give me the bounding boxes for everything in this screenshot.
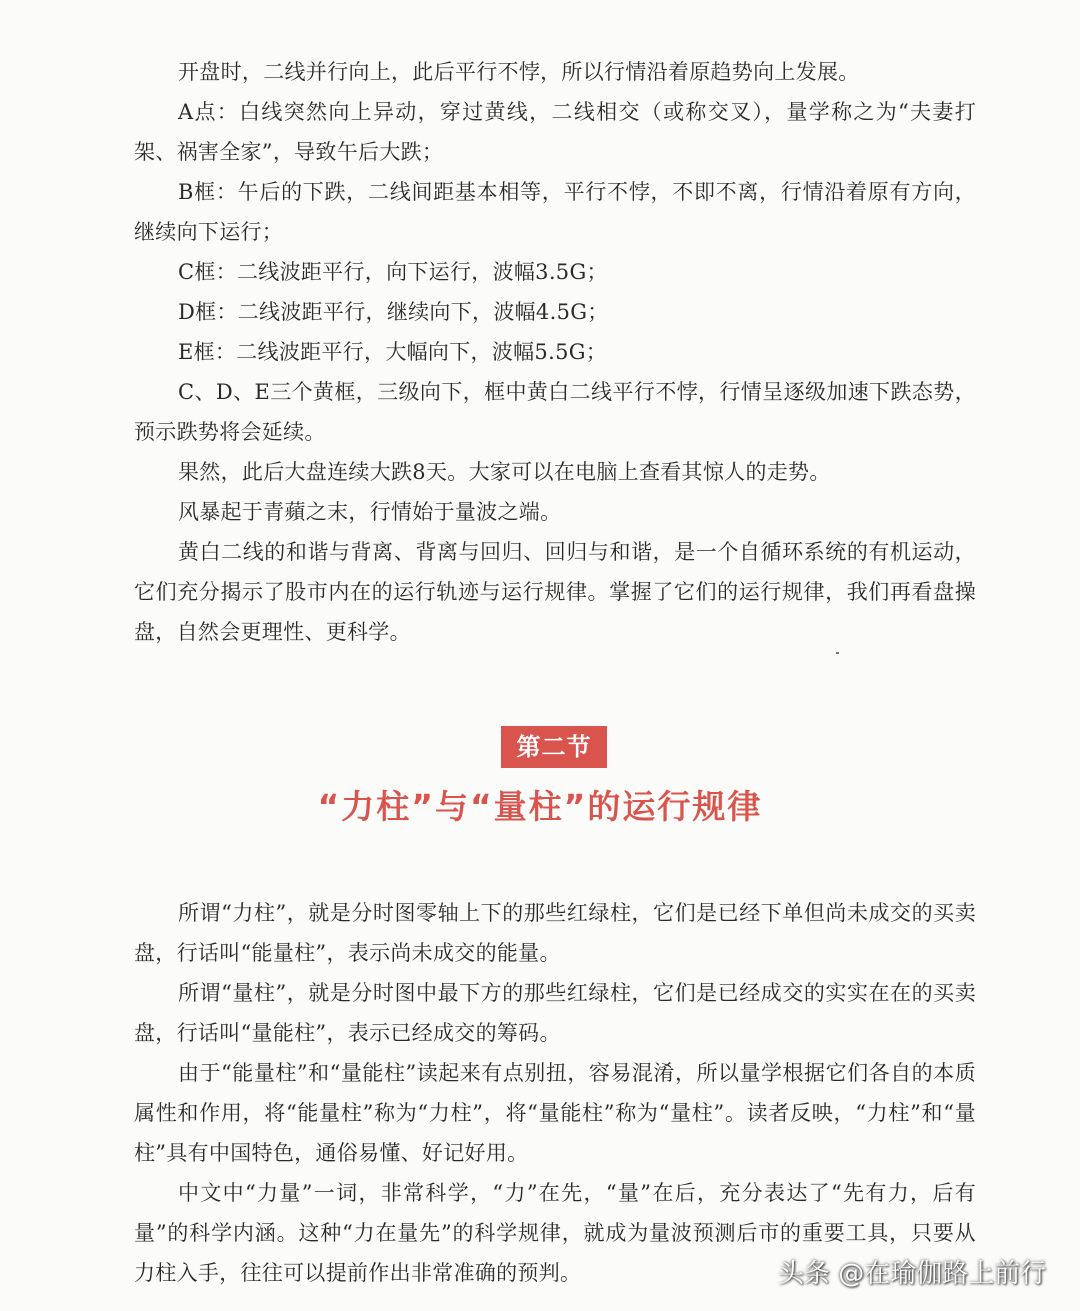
paragraph-three-boxes: C、D、E三个黄框，三级向下，框中黄白二线平行不悖，行情呈逐级加速下跌态势，预示跌势将会延续。: [134, 380, 976, 444]
paragraph-naming: 由于“能量柱”和“量能柱”读起来有点别扭，容易混淆，所以量学根据它们各自的本质属性和作用，将“能量柱”称为“力柱”，将“量能柱”称为“量柱”。读者反映，“力柱”和“量柱”具有中国特色，通俗易懂、好记好用。: [134, 1061, 976, 1165]
section-badge: 第二节: [501, 726, 607, 768]
page-speck: [836, 652, 839, 654]
watermark: 头条 @在瑜伽路上前行: [778, 1259, 1047, 1289]
paragraph-harmony: 黄白二线的和谐与背离、背离与回归、回归与和谐，是一个自循环系统的有机运动，它们充分揭示了股市内在的运行轨迹与运行规律。掌握了它们的运行规律，我们再看盘操盘，自然会更理性、更科学。: [134, 540, 976, 644]
paragraph-opening: 开盘时，二线并行向上，此后平行不悖，所以行情沿着原趋势向上发展。: [178, 60, 860, 84]
paragraph-force-first: 中文中“力量”一词，非常科学，“力”在先，“量”在后，充分表达了“先有力，后有量”的科学内涵。这种“力在量先”的科学规律，就成为量波预测后市的重要工具，只要从力柱入手，往往可以提前作出非常准确的预判。: [134, 1181, 976, 1285]
section-title: “力柱”与“量柱”的运行规律: [317, 787, 763, 826]
paragraph-box-b: B框：午后的下跌，二线间距基本相等，平行不悖，不即不离，行情沿着原有方向，继续向下运行；: [134, 180, 976, 244]
paragraph-point-a: A点：白线突然向上异动，穿过黄线，二线相交（或称交叉），量学称之为“夫妻打架、祸害全家”，导致午后大跌；: [134, 100, 976, 164]
paragraph-storm: 风暴起于青蘋之末，行情始于量波之端。: [178, 500, 562, 524]
paragraph-result: 果然，此后大盘连续大跌8天。大家可以在电脑上查看其惊人的走势。: [178, 460, 831, 484]
paragraph-box-e: E框：二线波距平行，大幅向下，波幅5.5G；: [178, 340, 608, 364]
paragraph-force-bar: 所谓“力柱”，就是分时图零轴上下的那些红绿柱，它们是已经下单但尚未成交的买卖盘，行话叫“能量柱”，表示尚未成交的能量。: [134, 901, 976, 965]
paragraph-box-c: C框：二线波距平行，向下运行，波幅3.5G；: [178, 260, 608, 284]
paragraph-box-d: D框：二线波距平行，继续向下，波幅4.5G；: [178, 300, 609, 324]
paragraph-volume-bar: 所谓“量柱”，就是分时图中最下方的那些红绿柱，它们是已经成交的实实在在的买卖盘，行话叫“量能柱”，表示已经成交的筹码。: [134, 981, 976, 1045]
